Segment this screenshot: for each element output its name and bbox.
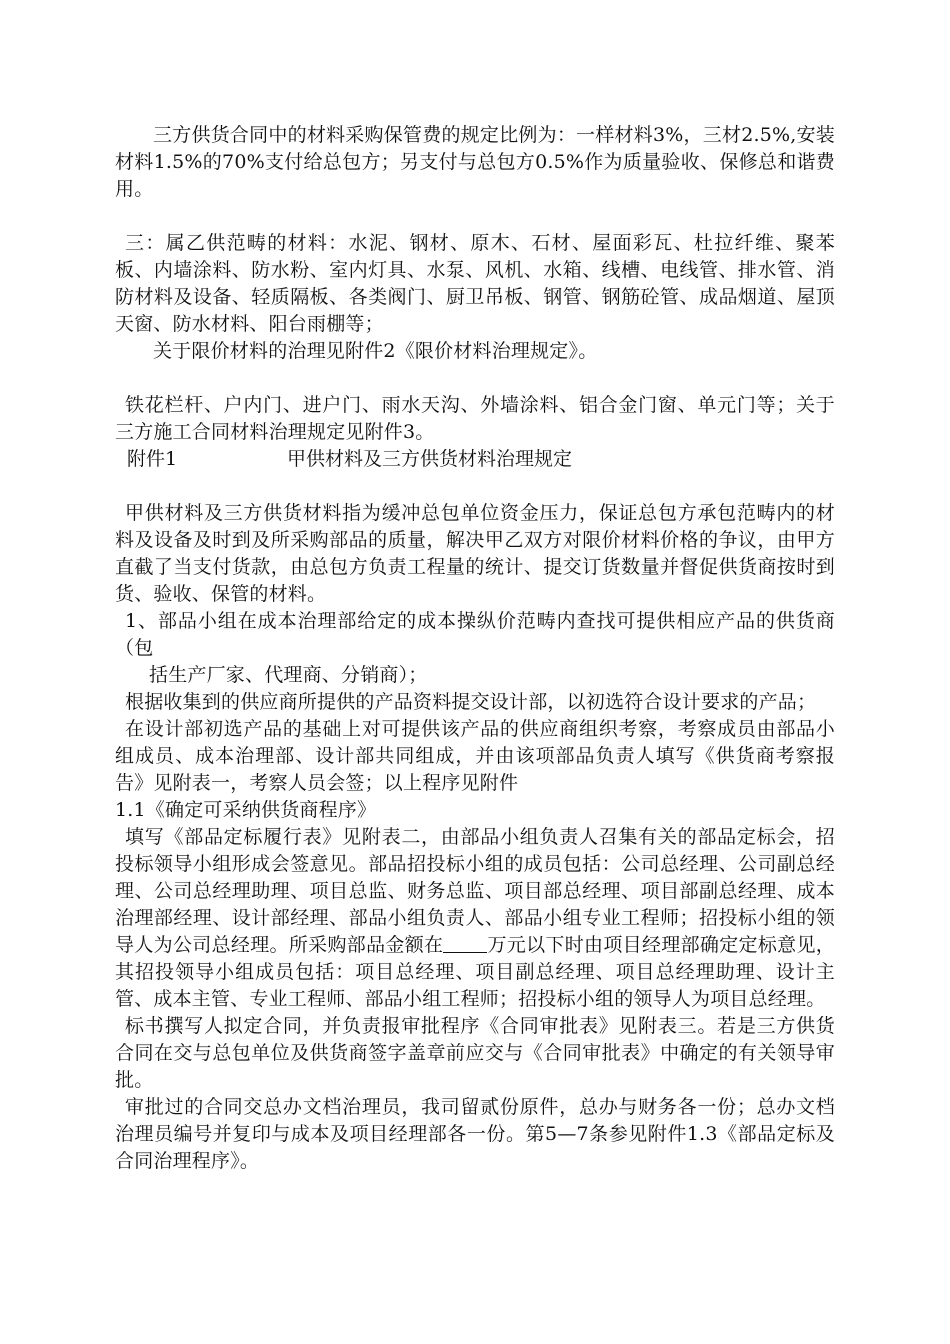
paragraph-definition: 甲供材料及三方供货材料指为缓冲总包单位资金压力，保证总包方承包范畴内的材料及设备及时到及所采购部品的质量，解决甲乙双方对限价材料价格的争议，由甲方直截了当支付货款，由总包方负责工程量的统计、提交订货数量并督促供货商按时到货、验收、保管的材料。 (115, 502, 835, 605)
spacer (115, 365, 835, 392)
annex-label: 附件1 (127, 448, 178, 470)
step-4-text-a: 填写《部品定标履行表》见附表二，由部品小组负责人召集有关的部品定标会，招投标领导小组形成会签意见。部品招投标小组的成员包括：公司总经理、公司副总经理、公司总经理助理、项目总监、财务总监、项目部总经理、项目部副总经理、成本治理部经理、设计部经理、部品小组负责人、部品小组专业工程师；招投标小组的领导人为公司总经理。所采购部品金额在 (115, 826, 835, 956)
paragraph-price-limit-reference: 关于限价材料的治理见附件2《限价材料治理规定》。 (153, 340, 598, 362)
annex-heading (115, 446, 835, 473)
paragraph-step-3: 在设计部初选产品的基础上对可提供该产品的供应商组织考察，考察成员由部品小组成员、成本治理部、设计部共同组成，并由该项部品负责人填写《供货商考察报告》见附表一，考察人员会签；以上程序见附件 (115, 718, 835, 794)
spacer (115, 203, 835, 230)
document-page (115, 122, 835, 1175)
paragraph-step-1: 1、部品小组在成本治理部给定的成本操纵价范畴内查找可提供相应产品的供货商（包 (115, 610, 835, 659)
paragraph-three-party-materials: 铁花栏杆、户内门、进户门、雨水天沟、外墙涂料、铝合金门窗、单元门等；关于三方施工合同材料治理规定见附件3。 (115, 394, 835, 443)
annex-title: 甲供材料及三方供货材料治理规定 (287, 448, 573, 470)
amount-blank (443, 934, 487, 953)
paragraph-step-4 (115, 824, 835, 1013)
paragraph-step-2: 根据收集到的供应商所提供的产品资料提交设计部，以初选符合设计要求的产品； (125, 691, 817, 713)
paragraph-step-1-continued: 括生产厂家、代理商、分销商）； (149, 664, 428, 686)
paragraph-procurement-fee: 三方供货合同中的材料采购保管费的规定比例为：一样材料3%，三材2.5%,安装材料1.5%的70%支付给总包方；另支付与总包方0.5%作为质量验收、保修总和谐费用。 (115, 124, 835, 200)
paragraph-step-3-reference: 1.1《确定可采纳供货商程序》 (115, 799, 377, 821)
spacer (115, 473, 835, 500)
paragraph-contractor-supplied-materials: 三：属乙供范畴的材料：水泥、钢材、原木、石材、屋面彩瓦、杜拉纤维、聚苯板、内墙涂料、防水粉、室内灯具、水泵、风机、水箱、线槽、电线管、排水管、消防材料及设备、轻质隔板、各类阀门、厨卫吊板、钢管、钢筋砼管、成品烟道、屋顶天窗、防水材料、阳台雨棚等； (115, 232, 835, 335)
step-4-text-b: 万元以下时由项目经理部确定定标意见，其招投领导小组成员包括：项目总经理、项目副总经理、项目总经理助理、设计主管、成本主管、专业工程师、部品小组工程师；招投标小组的领导人为项目总经理。 (115, 934, 835, 1010)
paragraph-step-5: 标书撰写人拟定合同，并负责报审批程序《合同审批表》见附表三。若是三方供货合同在交与总包单位及供货商签字盖章前应交与《合同审批表》中确定的有关领导审批。 (115, 1015, 835, 1091)
paragraph-step-6: 审批过的合同交总办文档治理员，我司留贰份原件，总办与财务各一份；总办文档治理员编号并复印与成本及项目经理部各一份。第5—7条参见附件1.3《部品定标及合同治理程序》。 (115, 1096, 835, 1172)
